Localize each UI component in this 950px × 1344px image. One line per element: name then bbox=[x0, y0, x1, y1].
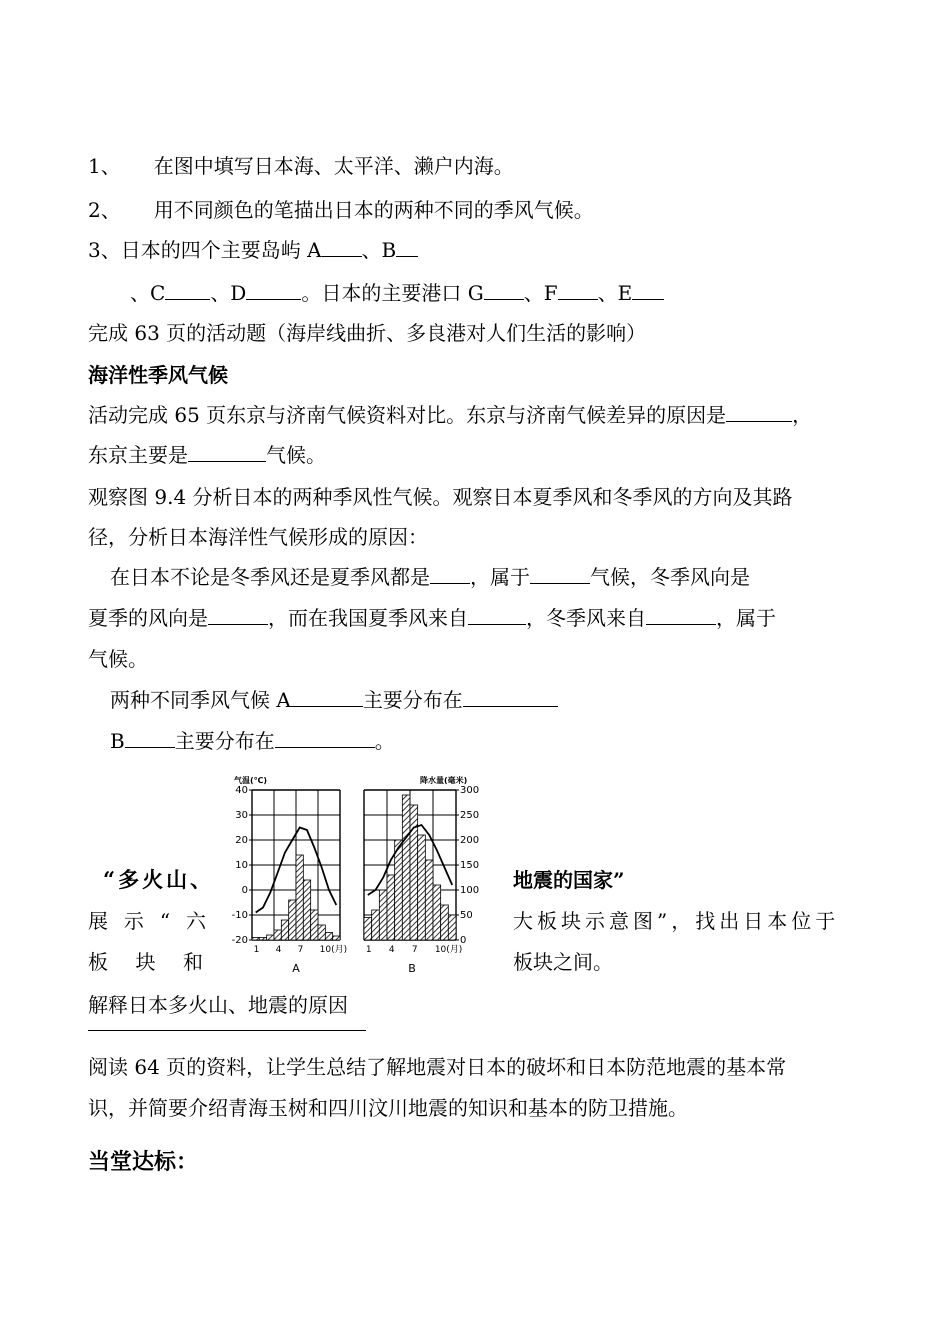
chart-a-temp-tick: -10 bbox=[231, 910, 248, 921]
chart-a-x-tick: 7 bbox=[297, 945, 304, 955]
monsoon-line-2 bbox=[88, 606, 776, 630]
chart-a-precip-bar bbox=[281, 920, 288, 940]
monsoon-text-2c: ，冬季风来自 bbox=[526, 606, 646, 630]
explain-volcano: 解释日本多火山、地震的原因 bbox=[88, 993, 348, 1017]
blank-reason[interactable] bbox=[726, 403, 792, 422]
monsoon-text-2b: ，而在我国夏季风来自 bbox=[268, 606, 468, 630]
chart-a-label: A bbox=[292, 962, 300, 975]
blank-island-a[interactable] bbox=[322, 238, 362, 257]
blank-climate-type[interactable] bbox=[530, 565, 590, 584]
item-2 bbox=[88, 198, 594, 222]
monsoon-text-1b: ，属于 bbox=[470, 565, 530, 589]
item-3-islands-b: 、B bbox=[361, 238, 397, 262]
chart-b-precip-bar bbox=[425, 860, 433, 940]
chart-b-precip-tick: 150 bbox=[460, 860, 480, 871]
blank-type-a-distribution[interactable] bbox=[463, 688, 558, 707]
read64-line-2: 识，并简要介绍青海玉树和四川汶川地震的知识和基本的防卫措施。 bbox=[88, 1096, 688, 1120]
chart-a-precip-bar bbox=[259, 938, 266, 941]
chart-a-temp-tick: 20 bbox=[235, 835, 248, 846]
chart-b bbox=[364, 785, 479, 955]
section-marine-monsoon: 海洋性季风气候 bbox=[88, 363, 228, 387]
chart-b-precip-tick: 300 bbox=[460, 785, 480, 796]
chart-a-precip-bar bbox=[252, 938, 259, 941]
read64-line-1: 阅读 64 页的资料，让学生总结了解地震对日本的破坏和日本防范地震的基本常 bbox=[88, 1055, 787, 1079]
chart-a-temp-tick: 0 bbox=[241, 885, 248, 896]
item-3-port-e: 、E bbox=[597, 281, 633, 305]
chart-a-precip-bar bbox=[296, 855, 303, 940]
tokyo-climate-suffix: 气候。 bbox=[266, 443, 326, 467]
compare-comma: ， bbox=[792, 403, 813, 427]
item-1-number: 1、 bbox=[88, 154, 121, 178]
tokyo-text: 东京主要是 bbox=[88, 443, 188, 467]
show-char-2: 示 bbox=[123, 909, 144, 933]
item-3-islands-c: 、C bbox=[130, 281, 166, 305]
chart-b-precip-bar bbox=[364, 918, 372, 941]
two-types-line-a bbox=[110, 688, 558, 712]
blank-island-c[interactable] bbox=[165, 281, 210, 300]
in-class-heading: 当堂达标： bbox=[88, 1149, 199, 1175]
chart-b-x-tick: 4 bbox=[388, 945, 395, 955]
chart-b-precip-bar bbox=[379, 890, 387, 940]
blank-port-e[interactable] bbox=[632, 281, 664, 300]
monsoon-text-1c: 气候，冬季风向是 bbox=[590, 565, 750, 589]
item-3-line-2 bbox=[130, 281, 664, 305]
chart-b-precip-bar bbox=[433, 885, 441, 940]
blank-tokyo-climate[interactable] bbox=[188, 443, 266, 462]
chart-a-precip-bar bbox=[311, 910, 318, 940]
chart-a-precip-bar bbox=[267, 935, 274, 940]
item-3-port-f: 、F bbox=[523, 281, 558, 305]
chart-a-x-tick: 10(月) bbox=[319, 945, 348, 955]
observe-line-2: 径，分析日本海洋性气候形成的原因： bbox=[88, 525, 428, 549]
chart-b-precip-bar bbox=[387, 875, 395, 940]
blank-type-b-distribution[interactable] bbox=[275, 729, 375, 748]
type-b-dist-text: 主要分布在 bbox=[174, 729, 275, 753]
blank-type-a[interactable] bbox=[291, 688, 363, 707]
chart-b-precip-bar bbox=[418, 835, 426, 940]
blank-port-f[interactable] bbox=[558, 281, 598, 300]
compare-text: 活动完成 65 页东京与济南气候资料对比。东京与济南气候差异的原因是 bbox=[88, 403, 727, 427]
chart-a-precip-bar bbox=[325, 933, 332, 941]
blank-summer-direction[interactable] bbox=[208, 606, 268, 625]
monsoon-line-3: 气候。 bbox=[88, 647, 148, 671]
chart-b-precip-bar bbox=[372, 910, 380, 940]
compare-line-1 bbox=[88, 403, 812, 427]
plate-right: 板块之间。 bbox=[513, 950, 613, 974]
monsoon-text-1a: 在日本不论是冬季风还是夏季风都是 bbox=[110, 565, 430, 589]
type-b-period: 。 bbox=[374, 729, 395, 753]
type-a-dist-text: 主要分布在 bbox=[362, 688, 463, 712]
show-char-4: 六 bbox=[186, 909, 206, 933]
chart-a-temp-axis-label: 气温(℃) bbox=[234, 776, 267, 785]
plate-left bbox=[88, 950, 203, 974]
monsoon-text-2d: ，属于 bbox=[716, 606, 776, 630]
chart-b-x-tick: 10(月) bbox=[434, 945, 463, 955]
show-right: 大板块示意图”，找出日本位于 bbox=[513, 909, 840, 933]
chart-b-precip-tick: 0 bbox=[460, 935, 467, 946]
volcano-title-left: “多火山、 bbox=[103, 867, 215, 892]
observe-line-1: 观察图 9.4 分析日本的两种季风性气候。观察日本夏季风和冬季风的方向及其路 bbox=[88, 485, 793, 509]
chart-b-precip-tick: 200 bbox=[460, 835, 480, 846]
chart-b-x-tick: 1 bbox=[365, 945, 372, 955]
monsoon-line-1 bbox=[110, 565, 750, 589]
item-3-port-g: 。日本的主要港口 G bbox=[301, 281, 484, 305]
chart-a-precip-bar bbox=[274, 930, 281, 940]
chart-b-precip-tick: 100 bbox=[460, 885, 480, 896]
chart-a-temp-tick: 40 bbox=[235, 785, 248, 796]
item-1-text: 在图中填写日本海、太平洋、濑户内海。 bbox=[153, 154, 514, 178]
climate-charts bbox=[224, 774, 494, 979]
type-b-text: B bbox=[110, 729, 125, 753]
chart-b-label: B bbox=[408, 962, 416, 975]
chart-b-precip-bar bbox=[448, 915, 456, 940]
chart-a-precip-bar bbox=[318, 925, 325, 940]
plate-char-1: 板 bbox=[88, 950, 108, 974]
chart-a bbox=[232, 785, 347, 955]
volcano-title-right: 地震的国家” bbox=[513, 868, 625, 892]
chart-a-temp-tick: 10 bbox=[235, 860, 248, 871]
item-2-text: 用不同颜色的笔描出日本的两种不同的季风气候。 bbox=[153, 198, 594, 222]
chart-a-temp-tick: 30 bbox=[235, 810, 248, 821]
item-3-line-1 bbox=[88, 238, 418, 262]
item-3-islands-a: 3、日本的四个主要岛屿 A bbox=[88, 238, 322, 262]
chart-a-precip-bar bbox=[289, 900, 296, 940]
chart-b-precip-bar bbox=[410, 805, 418, 940]
item-2-number: 2、 bbox=[88, 198, 121, 222]
monsoon-text-2a: 夏季的风向是 bbox=[88, 606, 208, 630]
two-types-line-b bbox=[110, 729, 395, 753]
blank-island-b[interactable] bbox=[396, 238, 418, 257]
plate-char-2: 块 bbox=[135, 950, 156, 974]
chart-a-x-tick: 1 bbox=[253, 945, 260, 955]
chart-a-precip-bar bbox=[333, 936, 340, 940]
blank-china-summer[interactable] bbox=[468, 606, 526, 625]
chart-a-temp-tick: -20 bbox=[231, 935, 248, 946]
chart-b-x-tick: 7 bbox=[411, 945, 418, 955]
chart-a-precip-bar bbox=[303, 880, 310, 940]
item-3-islands-d: 、D bbox=[210, 281, 247, 305]
chart-b-precip-tick: 250 bbox=[460, 810, 480, 821]
blank-port-g[interactable] bbox=[484, 281, 524, 300]
blank-explain-answer[interactable] bbox=[88, 1030, 366, 1031]
blank-type-b[interactable] bbox=[125, 729, 175, 748]
chart-a-x-tick: 4 bbox=[275, 945, 282, 955]
chart-b-precip-bar bbox=[402, 795, 410, 940]
type-a-text: 两种不同季风气候 A bbox=[110, 688, 291, 712]
activity-63: 完成 63 页的活动题（海岸线曲折、多良港对人们生活的影响） bbox=[88, 321, 647, 345]
chart-b-precip-tick: 50 bbox=[460, 910, 473, 921]
compare-line-2 bbox=[88, 443, 326, 467]
show-left bbox=[88, 909, 206, 933]
show-char-3: “ bbox=[159, 909, 171, 933]
show-char-1: 展 bbox=[88, 909, 108, 933]
chart-b-precip-axis-label: 降水量(毫米) bbox=[420, 776, 468, 785]
blank-china-winter[interactable] bbox=[646, 606, 716, 625]
item-1 bbox=[88, 154, 514, 178]
blank-island-d[interactable] bbox=[246, 281, 301, 300]
plate-char-3: 和 bbox=[183, 950, 203, 974]
chart-b-precip-bar bbox=[395, 840, 403, 940]
blank-wind-source[interactable] bbox=[430, 565, 470, 584]
chart-b-precip-bar bbox=[441, 905, 449, 940]
